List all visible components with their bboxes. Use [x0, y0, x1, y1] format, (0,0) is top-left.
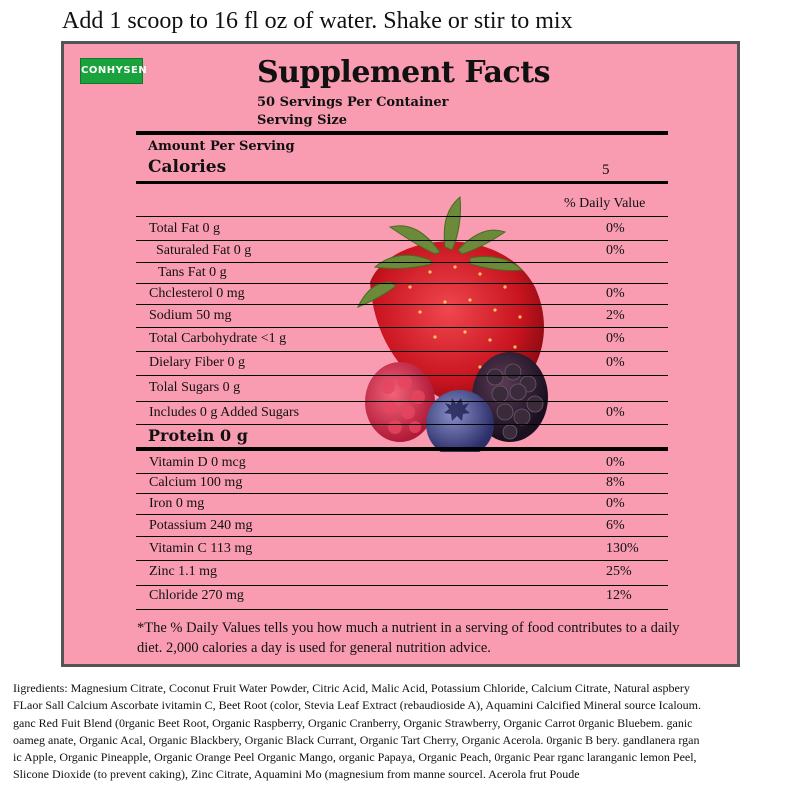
nutrient-row [136, 377, 668, 399]
brand-logo: CONHYSEN [80, 58, 143, 84]
daily-value-footnote: *The % Daily Values tells you how much a nutrient in a serving of food contributes to a daily diet. 2,000 calories a day is used for general nutrition advice. [137, 620, 680, 656]
vitamin-row [136, 561, 668, 583]
calories-value: 5 [602, 162, 610, 178]
vitamin-row [136, 472, 668, 494]
nutrient-row [136, 352, 668, 374]
vitamin-name: Zinc 1.1 mg [149, 564, 218, 579]
amount-per-serving: Amount Per Serving [148, 139, 295, 154]
nutrient-name: Chclesterol 0 mg [149, 286, 245, 301]
protein-label: Protein 0 g [148, 426, 248, 445]
row-divider [136, 609, 668, 610]
rule-dv [136, 216, 668, 217]
vitamin-name: Potassium 240 mg [149, 518, 253, 533]
label-title: Supplement Facts [257, 55, 550, 90]
nutrient-row [136, 240, 668, 262]
vitamin-row [136, 452, 668, 474]
vitamin-row [136, 493, 668, 515]
servings-per-container: 50 Servings Per Container [257, 95, 449, 110]
vitamin-dv: 6% [606, 518, 625, 533]
nutrient-dv: 0% [606, 405, 625, 420]
calories-label: Calories [148, 157, 227, 177]
nutrient-name: Tans Fat 0 g [158, 265, 227, 280]
vitamin-name: Calcium 100 mg [149, 475, 243, 490]
vitamin-dv: 0% [606, 496, 625, 511]
mixing-instructions: Add 1 scoop to 16 fl oz of water. Shake or stir to mix [62, 8, 573, 34]
nutrient-dv: 0% [606, 355, 625, 370]
vitamin-dv: 0% [606, 455, 625, 470]
vitamin-name: Chloride 270 mg [149, 588, 244, 603]
nutrient-dv: 0% [606, 331, 625, 346]
vitamin-name: Vitamin C 113 mg [149, 541, 253, 556]
nutrient-row [136, 283, 668, 305]
nutrient-row [136, 218, 668, 240]
vitamin-row [136, 538, 668, 560]
nutrient-dv: 0% [606, 286, 625, 301]
ingredients-text: Iigredients: Magnesium Citrate, Coconut Fruit Water Powder, Citric Acid, Malic Acid, Potassium Chloride, Calcium Citrate, Natural aspbery FLaor Sall Calcium Ascorbate ivitamin C, Beet Root (color, Stevia Leaf Extract (rebaudioside A), Aquamini Calcified Mineral source Icaloum. ganc Red Fuit Blend (0rganic Beet Root, Organic Raspberry, Organic Cranberry, Organic Strawberry, Organic Carrot 0rganic Bluebem. ganic oameg anate, Organic Acal, Organic Blackbery, Organic Black Currant, Organic Tart Cherry, Organic Acerola. 0rganic B bery. gandlanera rgan ic Apple, Organic Pineapple, Organic Orange Peel Organic Mango, organic Papaya, Organic Peach, 0rganic Pear rganc laranganic lemon Peel, Slicone Dioxide (to prevent caking), Zinc Citrate, Aquamini Mo (magnesium from manne sourcel. Acerola frut Poude [13, 681, 701, 782]
nutrient-dv: 2% [606, 308, 625, 323]
nutrient-name: Sodium 50 mg [149, 308, 232, 323]
nutrient-name: Tolal Sugars 0 g [149, 380, 241, 395]
rule-protein [136, 447, 668, 451]
vitamin-name: Vitamin D 0 mcg [149, 455, 246, 470]
nutrient-row [136, 305, 668, 327]
vitamin-dv: 12% [606, 588, 632, 603]
nutrient-name: Dielary Fiber 0 g [149, 355, 246, 370]
serving-size: Serving Size [257, 113, 348, 128]
rule-heavy-top [136, 131, 668, 135]
vitamin-dv: 8% [606, 475, 625, 490]
nutrient-dv: 0% [606, 243, 625, 258]
nutrient-dv: 0% [606, 221, 625, 236]
nutrient-name: Total Carbohydrate <1 g [149, 331, 287, 346]
supplement-facts-panel [61, 41, 740, 667]
row-divider [136, 375, 668, 376]
nutrient-name: Saturaled Fat 0 g [156, 243, 252, 258]
nutrient-row [136, 328, 668, 350]
nutrient-name: Includes 0 g Added Sugars [149, 405, 300, 420]
vitamin-dv: 130% [606, 541, 639, 556]
nutrient-row [136, 402, 668, 424]
nutrient-row [136, 262, 668, 284]
vitamin-row [136, 585, 668, 607]
daily-value-header: % Daily Value [564, 196, 646, 211]
vitamin-dv: 25% [606, 564, 632, 579]
nutrient-name: Total Fat 0 g [149, 221, 220, 236]
vitamin-row [136, 515, 668, 537]
vitamin-name: Iron 0 mg [149, 496, 205, 511]
rule-calories [136, 181, 668, 184]
row-divider [136, 536, 668, 537]
